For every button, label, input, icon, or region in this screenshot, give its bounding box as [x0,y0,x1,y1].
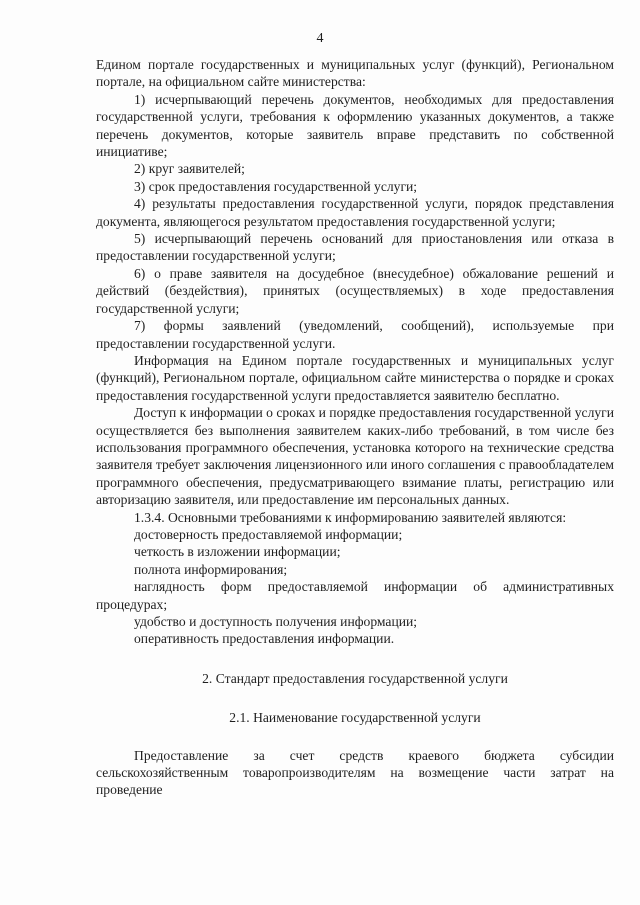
list-item: 5) исчерпывающий перечень оснований для приостановления или отказа в предоставлении государственной услуги; [96,231,614,264]
paragraph: Предоставление за счет средств краевого бюджета субсидии сельскохозяйственным товаропроизводителям на возмещение части затрат на проведение [96,747,614,798]
list-item: 1) исчерпывающий перечень документов, необходимых для предоставления государственной услуги, требования к оформлению указанных документов, а также перечень документов, которые заявитель вправе представить по собственной инициативе; [96,91,614,160]
list-item: достоверность предоставляемой информации; [134,526,403,542]
list-item: оперативность предоставления информации. [134,631,395,647]
list-item: четкость в изложении информации; [134,544,341,560]
list-item: 4) результаты предоставления государственной услуги, порядок представления документа, являющегося результатом предоставления государственной услуги; [96,196,614,229]
document-body [96,56,614,799]
list-item: 6) о праве заявителя на досудебное (внесудебное) обжалование решений и действий (бездействия), принятых (осуществляемых) в ходе предоставления государственной услуги; [96,265,614,316]
paragraph: 1.3.4. Основными требованиями к информированию заявителей являются: [134,509,567,525]
list-item: 2) круг заявителей; [134,161,245,177]
list-item: полнота информирования; [134,561,288,577]
list-item: удобство и доступность получения информации; [134,614,418,629]
section-heading: 2. Стандарт предоставления государственной услуги [202,670,508,686]
paragraph: Информация на Едином портале государственных и муниципальных услуг (функций), Региональном портале, официальном сайте министерства о порядке и сроках предоставления государственной услуги предоставляется заявителю бесплатно. [96,352,614,403]
list-item: 7) формы заявлений (уведомлений, сообщений), используемые при предоставлении государственной услуги. [96,318,614,351]
list-item: 3) срок предоставления государственной услуги; [134,178,418,194]
paragraph: Едином портале государственных и муниципальных услуг (функций), Региональном портале, на официальном сайте министерства: [96,57,614,90]
subsection-heading: 2.1. Наименование государственной услуги [229,710,481,726]
page-number: 4 [316,31,324,46]
paragraph: Доступ к информации о сроках и порядке предоставления государственной услуги осуществляется без выполнения заявителем каких-либо требований, в том числе без использования программного обеспечения, установка которого на технические средства заявителя требует заключения лицензионного или иного соглашения с правообладателем программного обеспечения, предусматривающего взимание платы, регистрацию или авторизацию заявителя, или предоставление им персональных данных. [96,405,614,508]
list-item: наглядность форм предоставляемой информации об административных процедурах; [96,579,614,612]
